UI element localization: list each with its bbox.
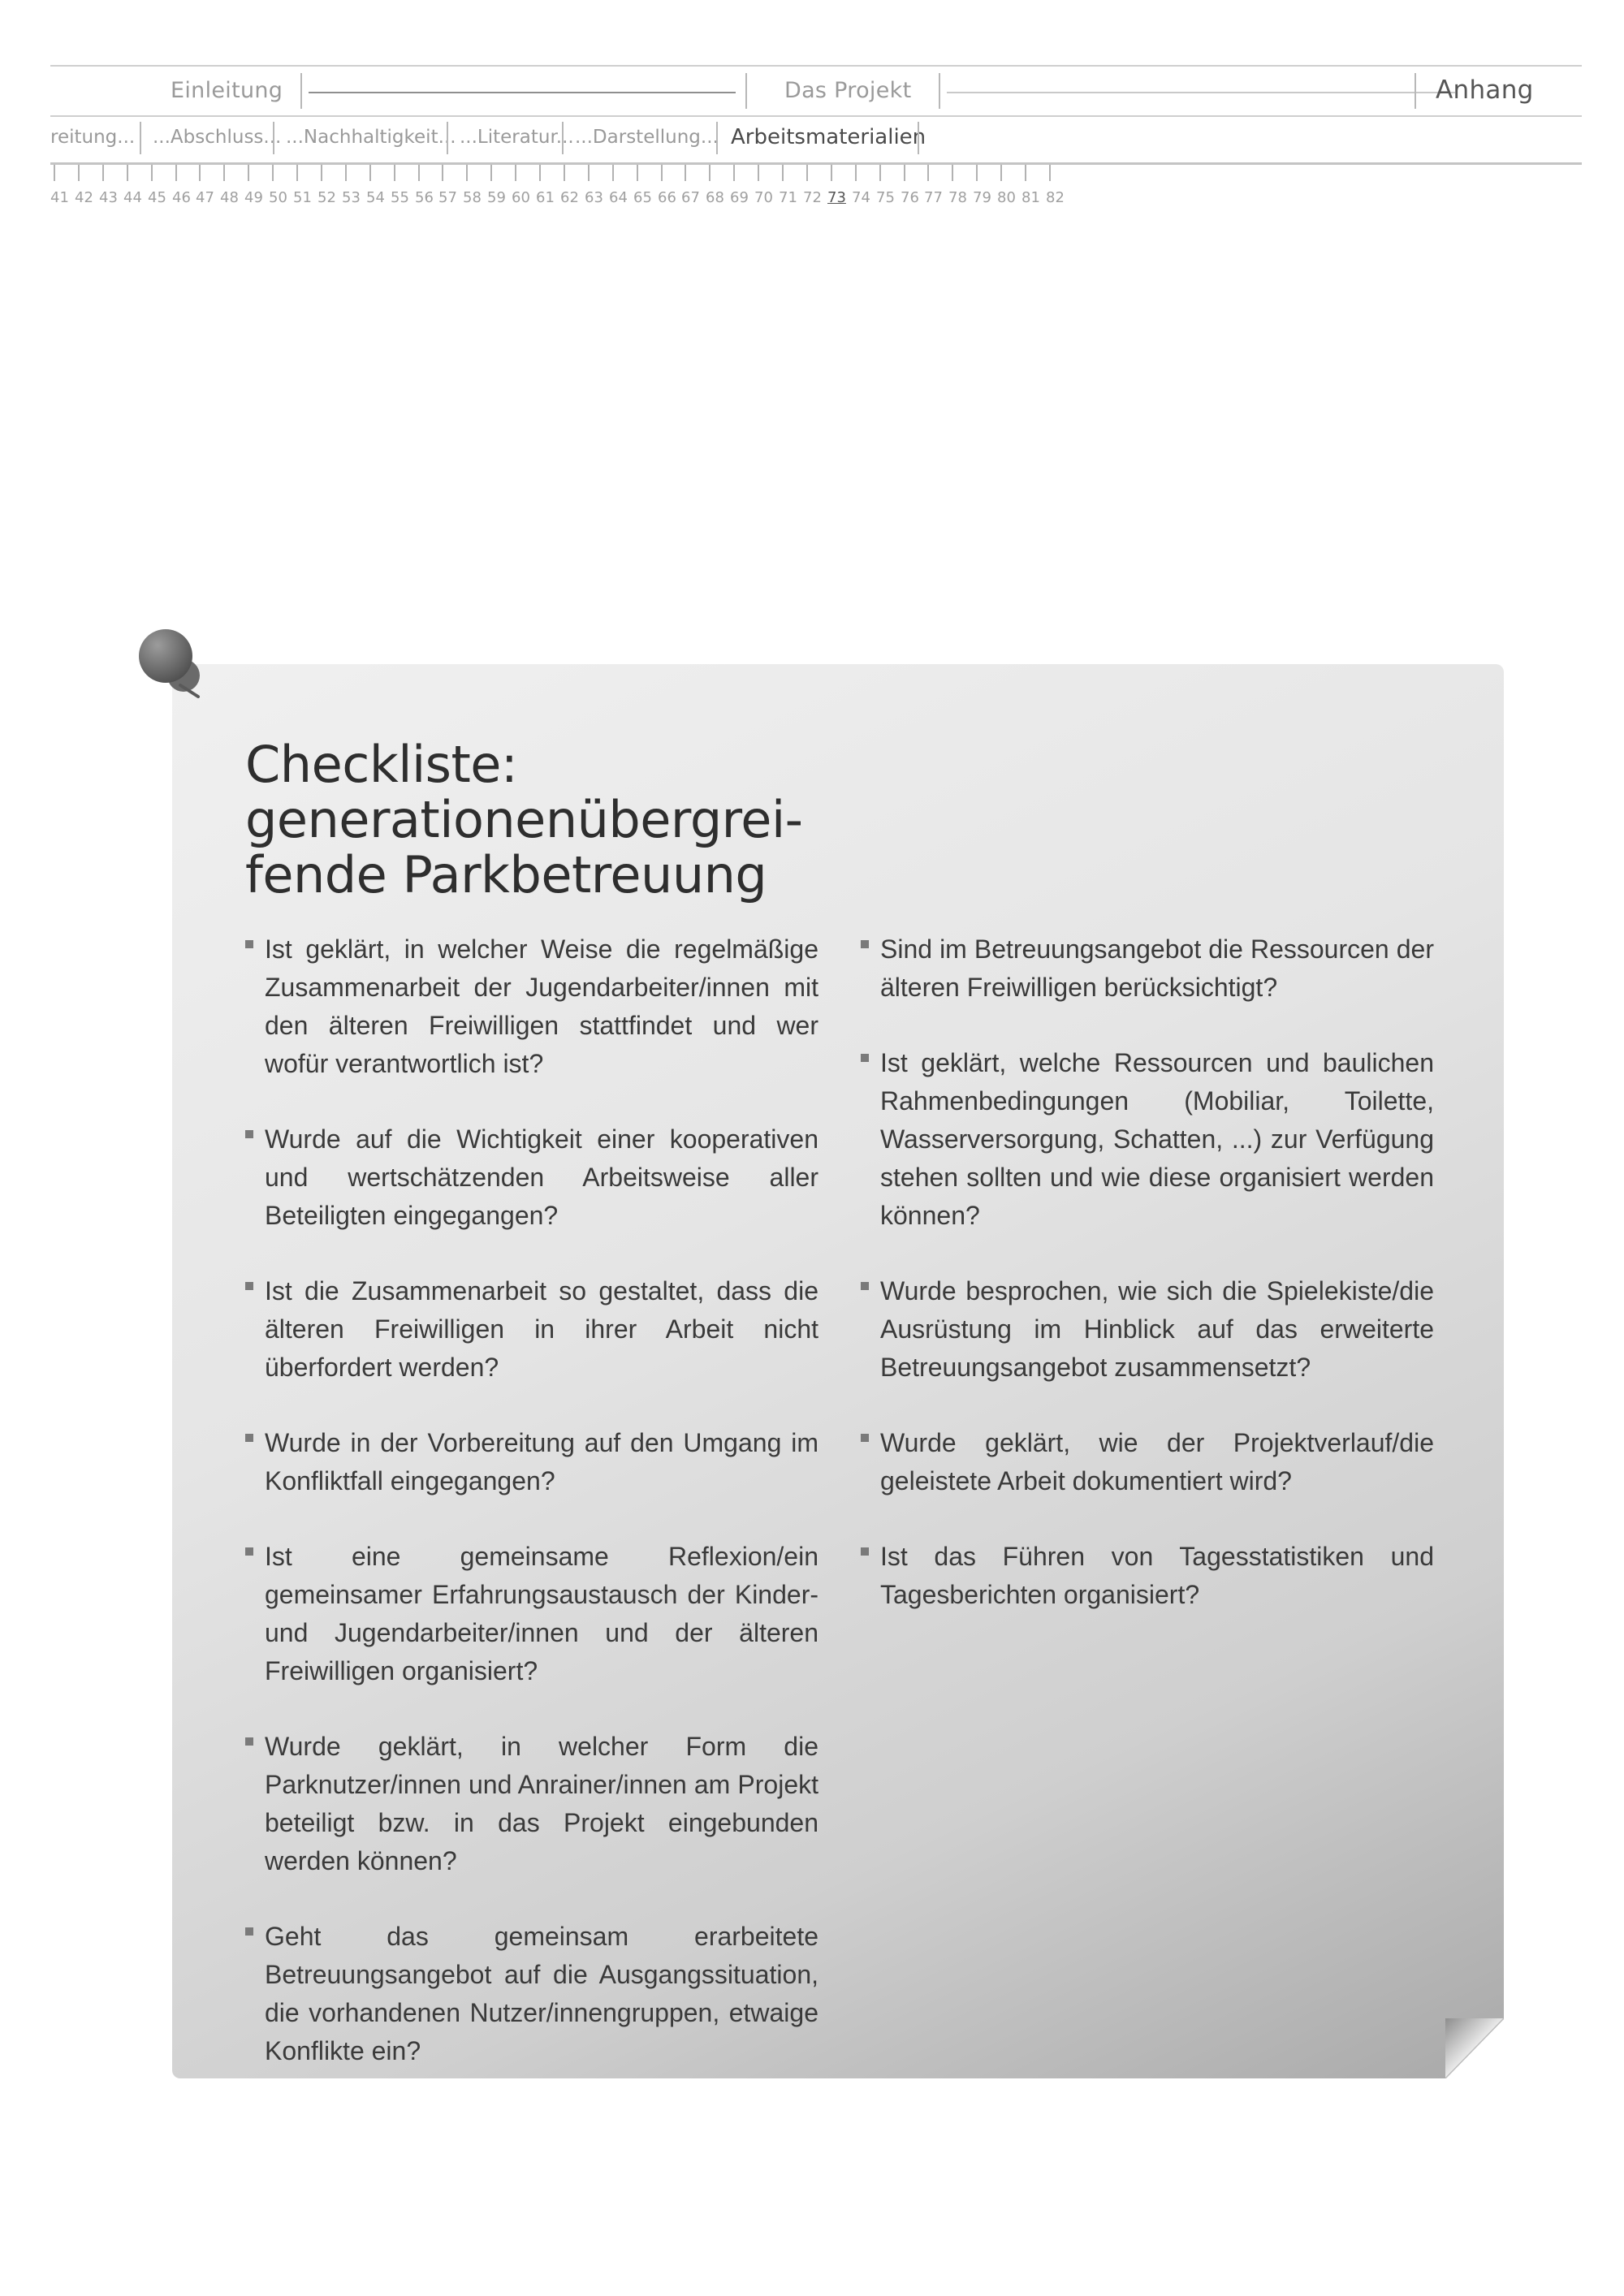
ruler-tick-mark	[151, 165, 153, 181]
bullet-square-icon	[245, 1282, 253, 1290]
page-number-63[interactable]	[585, 165, 609, 204]
checklist-item	[244, 1918, 818, 2070]
page-number-68[interactable]	[706, 165, 730, 204]
page-number-50[interactable]	[269, 165, 293, 204]
bullet-square-icon	[245, 1547, 253, 1556]
page-number-65[interactable]	[633, 165, 658, 204]
checklist-column-left	[244, 930, 818, 2108]
page-number-label: 50	[269, 189, 287, 206]
page-number-label: 68	[706, 189, 724, 206]
page-number-75[interactable]	[876, 165, 901, 204]
subsection-tab-literatur[interactable]: ...Literatur...	[460, 127, 574, 148]
page-number-label: 47	[196, 189, 214, 206]
ruler-tick-mark	[879, 165, 881, 181]
ruler-tick-mark	[127, 165, 128, 181]
page-number-58[interactable]	[463, 165, 487, 204]
page-number-label: 51	[293, 189, 312, 206]
checklist-title	[245, 737, 862, 903]
header-top-rule	[50, 65, 1582, 67]
ruler-tick-mark	[831, 165, 832, 181]
page-number-label: 60	[512, 189, 530, 206]
page-number-76[interactable]	[901, 165, 925, 204]
page-number-label: 81	[1021, 189, 1040, 206]
ruler-tick-mark	[661, 165, 663, 181]
page-number-label: 70	[754, 189, 773, 206]
page-number-67[interactable]	[681, 165, 706, 204]
checklist-item	[244, 1728, 818, 1880]
checklist-item	[244, 1120, 818, 1235]
bullet-square-icon	[861, 1434, 869, 1442]
page-number-69[interactable]	[730, 165, 754, 204]
page-number-label: 59	[487, 189, 506, 206]
ruler-tick-mark	[175, 165, 177, 181]
page-number-label: 48	[220, 189, 239, 206]
page-number-80[interactable]	[997, 165, 1021, 204]
section-progress-line	[309, 92, 736, 93]
page-number-label: 52	[317, 189, 336, 206]
page-number-82[interactable]	[1046, 165, 1070, 204]
subsection-tab-einleitung[interactable]: reitung...	[50, 127, 136, 148]
ruler-tick-mark	[466, 165, 468, 181]
ruler-tick-mark	[637, 165, 638, 181]
bullet-square-icon	[861, 940, 869, 948]
checklist-item-text: Wurde geklärt, wie der Projektverlauf/die geleistete Arbeit dokumentiert wird?	[880, 1428, 1434, 1495]
page-number-label: 82	[1046, 189, 1065, 206]
subsection-tab-nachhaltigkeit[interactable]: ...Nachhaltigkeit...	[286, 127, 456, 148]
page-number-62[interactable]	[560, 165, 585, 204]
checklist-item	[859, 1538, 1434, 1614]
page-number-51[interactable]	[293, 165, 317, 204]
page-number-label: 45	[148, 189, 166, 206]
bullet-square-icon	[245, 1737, 253, 1746]
checklist-item	[859, 1272, 1434, 1387]
checklist-item-text: Wurde geklärt, in welcher Form die Parknutzer/innen und Anrainer/innen am Projekt beteiligt bzw. in das Projekt eingebunden werden können?	[265, 1732, 818, 1875]
ruler-tick-mark	[248, 165, 249, 181]
page-number-label: 42	[75, 189, 93, 206]
section-tab-anhang[interactable]: Anhang	[1436, 76, 1534, 105]
page-number-label: 49	[244, 189, 263, 206]
ruler-tick-mark	[952, 165, 953, 181]
bullet-square-icon	[245, 1130, 253, 1138]
checklist-item	[244, 1538, 818, 1690]
subsection-tab-arbeitsmaterialien[interactable]: Arbeitsmaterialien	[731, 125, 926, 149]
checklist-item	[244, 1272, 818, 1387]
ruler-tick-mark	[369, 165, 371, 181]
ruler-tick-mark	[1000, 165, 1002, 181]
page-number-55[interactable]	[391, 165, 415, 204]
page-number-53[interactable]	[342, 165, 366, 204]
page-number-label: 71	[779, 189, 797, 206]
checklist-item-text: Ist die Zusammenarbeit so gestaltet, dass die älteren Freiwilligen in ihrer Arbeit nicht überfordert werden?	[265, 1276, 818, 1382]
ruler-tick-mark	[588, 165, 590, 181]
page-number-label: 75	[876, 189, 895, 206]
section-progress-line	[947, 92, 1455, 93]
ruler-tick-mark	[296, 165, 298, 181]
ruler-tick-mark	[321, 165, 322, 181]
checklist-column-right	[859, 930, 1434, 1651]
page-number-73[interactable]	[827, 165, 852, 204]
bullet-square-icon	[245, 1927, 253, 1936]
ruler-tick-mark	[904, 165, 905, 181]
page-number-label: 44	[123, 189, 142, 206]
header-mid-rule	[50, 115, 1582, 117]
bullet-square-icon	[861, 1282, 869, 1290]
ruler-tick-mark	[782, 165, 784, 181]
page-number-label: 64	[609, 189, 628, 206]
page-number-71[interactable]	[779, 165, 803, 204]
ruler-tick-mark	[612, 165, 614, 181]
pushpin-icon	[136, 625, 206, 698]
page-number-79[interactable]	[973, 165, 997, 204]
page-number-label: 80	[997, 189, 1016, 206]
ruler-tick-mark	[709, 165, 710, 181]
ruler-tick-mark	[394, 165, 395, 181]
page-number-45[interactable]	[148, 165, 172, 204]
ruler-tick-mark	[345, 165, 347, 181]
page-number-label: 76	[901, 189, 919, 206]
checklist-item	[859, 1044, 1434, 1235]
page-number-77[interactable]	[924, 165, 948, 204]
page-number-52[interactable]	[317, 165, 342, 204]
page-number-47[interactable]	[196, 165, 220, 204]
page-number-label: 55	[391, 189, 409, 206]
ruler-tick-mark	[564, 165, 565, 181]
subsection-tab-abschluss[interactable]: ...Abschluss...	[153, 127, 282, 148]
section-separator	[745, 73, 747, 109]
page-number-label: 78	[948, 189, 967, 206]
checklist-item-text: Sind im Betreuungsangebot die Ressourcen der älteren Freiwilligen berücksichtigt?	[880, 934, 1434, 1002]
page-number-label: 69	[730, 189, 749, 206]
page-number-label: 53	[342, 189, 361, 206]
page-number-81[interactable]	[1021, 165, 1046, 204]
page-number-label: 74	[852, 189, 870, 206]
page-number-54[interactable]	[366, 165, 391, 204]
page-number-label: 58	[463, 189, 482, 206]
page-number-label: 72	[803, 189, 822, 206]
page-number-42[interactable]	[75, 165, 99, 204]
section-separator	[1415, 73, 1416, 109]
page-number-43[interactable]	[99, 165, 123, 204]
checklist-item-text: Wurde besprochen, wie sich die Spielekiste/die Ausrüstung im Hinblick auf das erweiterte Betreuungsangebot zusammensetzt?	[880, 1276, 1434, 1382]
page-number-61[interactable]	[536, 165, 560, 204]
ruler-tick-mark	[685, 165, 686, 181]
checklist-item-text: Ist das Führen von Tagesstatistiken und Tagesberichten organisiert?	[880, 1542, 1434, 1609]
section-separator	[300, 73, 302, 109]
subsection-separator	[140, 122, 141, 154]
page-number-74[interactable]	[852, 165, 876, 204]
ruler-tick-mark	[54, 165, 55, 181]
subsection-separator	[562, 122, 564, 154]
page-number-78[interactable]	[948, 165, 973, 204]
ruler-tick-mark	[272, 165, 274, 181]
title-line: fende Parkbetreuung	[245, 845, 767, 904]
page-number-66[interactable]	[658, 165, 682, 204]
page-number-label: 67	[681, 189, 700, 206]
page-number-label: 56	[415, 189, 434, 206]
checklist-item-text: Ist geklärt, welche Ressourcen und baulichen Rahmenbedingungen (Mobiliar, Toilette, Wasserversorgung, Schatten, ...) zur Verfügung stehen sollten und wie diese organisiert werden können?	[880, 1048, 1434, 1230]
section-tab-das-projekt[interactable]: Das Projekt	[784, 78, 912, 103]
ruler-tick-mark	[806, 165, 808, 181]
page-number-label: 43	[99, 189, 118, 206]
bullet-square-icon	[861, 1054, 869, 1062]
page-number-70[interactable]	[754, 165, 779, 204]
page-number-64[interactable]	[609, 165, 633, 204]
subsection-nav	[50, 119, 1582, 159]
page-curl-icon	[1445, 2018, 1504, 2078]
ruler-tick-mark	[78, 165, 80, 181]
ruler-tick-mark	[539, 165, 541, 181]
ruler-tick-mark	[418, 165, 420, 181]
bullet-square-icon	[861, 1547, 869, 1556]
subsection-tab-darstellung[interactable]: ...Darstellung...	[575, 127, 719, 148]
page-number-41[interactable]	[50, 165, 75, 204]
ruler-tick-mark	[199, 165, 201, 181]
ruler-tick-mark	[855, 165, 857, 181]
ruler-tick-mark	[733, 165, 735, 181]
page-number-label: 62	[560, 189, 579, 206]
bullet-square-icon	[245, 940, 253, 948]
title-line: Checkliste:	[245, 735, 518, 794]
page-number-label: 73	[827, 189, 846, 206]
page-number-label: 46	[172, 189, 191, 206]
checklist-item-text: Wurde auf die Wichtigkeit einer kooperativen und wertschätzenden Arbeitsweise aller Beteiligten eingegangen?	[265, 1124, 818, 1230]
subsection-separator	[447, 122, 448, 154]
ruler-tick-mark	[927, 165, 929, 181]
section-tab-einleitung[interactable]: Einleitung	[171, 78, 283, 103]
subsection-separator	[716, 122, 718, 154]
ruler-tick-mark	[223, 165, 225, 181]
ruler-tick-mark	[976, 165, 978, 181]
page-number-56[interactable]	[415, 165, 439, 204]
page-number-44[interactable]	[123, 165, 148, 204]
ruler-tick-mark	[1025, 165, 1026, 181]
page-number-59[interactable]	[487, 165, 512, 204]
checklist-item-text: Ist eine gemeinsame Reflexion/ein gemeinsamer Erfahrungsaustausch der Kinder- und Jugendarbeiter/innen und der älteren Freiwilligen organisiert?	[265, 1542, 818, 1685]
title-line: generationenübergrei-	[245, 790, 803, 849]
page-ruler	[50, 162, 1582, 211]
page-number-label: 79	[973, 189, 991, 206]
page-number-49[interactable]	[244, 165, 269, 204]
checklist-item	[244, 930, 818, 1083]
bullet-square-icon	[245, 1434, 253, 1442]
checklist-item	[244, 1424, 818, 1500]
checklist-item	[859, 930, 1434, 1007]
ruler-tick-mark	[758, 165, 759, 181]
page-number-label: 63	[585, 189, 603, 206]
ruler-tick-mark	[1049, 165, 1051, 181]
page-number-label: 77	[924, 189, 943, 206]
page-number-label: 66	[658, 189, 676, 206]
ruler-tick-mark	[515, 165, 516, 181]
ruler-tick-mark	[102, 165, 104, 181]
subsection-separator	[273, 122, 274, 154]
page-number-label: 57	[438, 189, 457, 206]
page-number-label: 54	[366, 189, 385, 206]
page-number-48[interactable]	[220, 165, 244, 204]
checklist-item-text: Wurde in der Vorbereitung auf den Umgang im Konfliktfall eingegangen?	[265, 1428, 818, 1495]
ruler-tick-mark	[490, 165, 492, 181]
checklist-item-text: Geht das gemeinsam erarbeitete Betreuungsangebot auf die Ausgangssituation, die vorhandenen Nutzer/innengruppen, etwaige Konflikte ein?	[265, 1922, 818, 2065]
page-number-label: 61	[536, 189, 555, 206]
section-separator	[939, 73, 940, 109]
checklist-item	[859, 1424, 1434, 1500]
page-number-46[interactable]	[172, 165, 197, 204]
ruler-tick-mark	[442, 165, 443, 181]
page-number-60[interactable]	[512, 165, 536, 204]
checklist-item-text: Ist geklärt, in welcher Weise die regelmäßige Zusammenarbeit der Jugendarbeiter/innen mit den älteren Freiwilligen stattfindet und wer wofür verantwortlich ist?	[265, 934, 818, 1078]
page-number-72[interactable]	[803, 165, 827, 204]
page-number-label: 41	[50, 189, 69, 206]
page-number-57[interactable]	[438, 165, 463, 204]
section-nav	[50, 68, 1582, 115]
page-number-label: 65	[633, 189, 652, 206]
subsection-separator	[918, 122, 919, 154]
